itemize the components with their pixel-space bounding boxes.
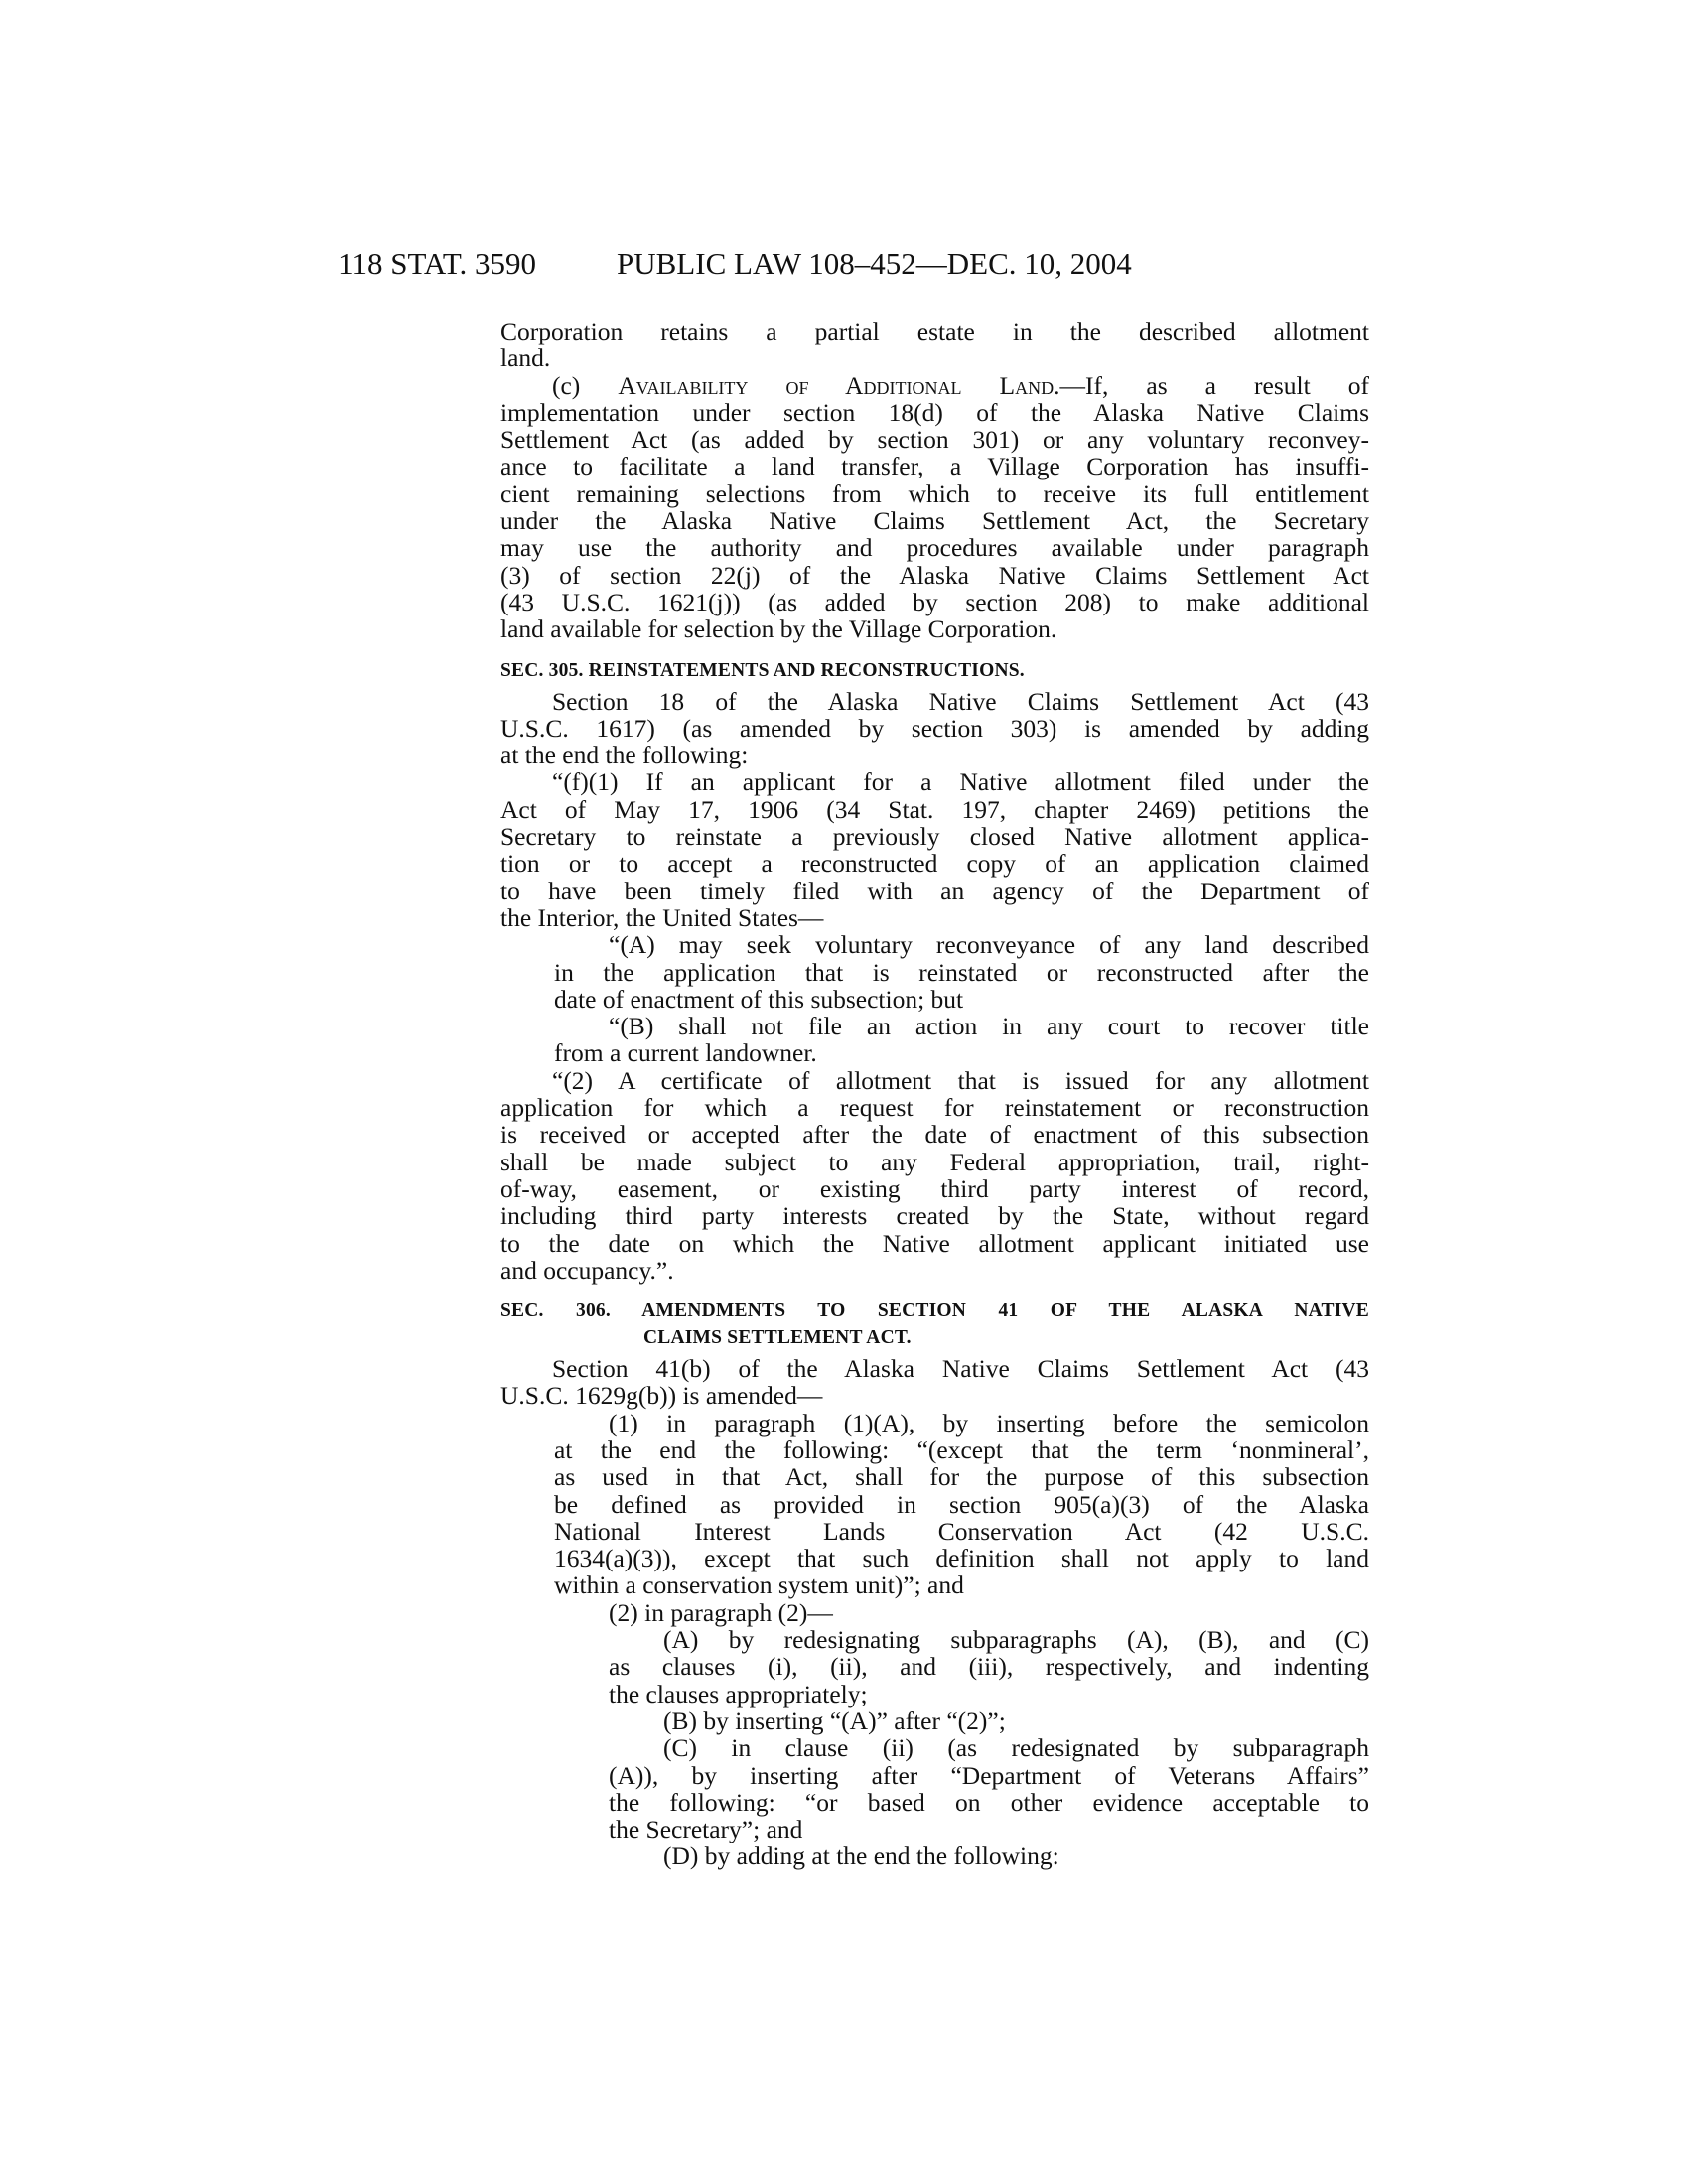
text-line: application for which a request for reinstatement or reconstruction bbox=[500, 1093, 1369, 1123]
text-segment: (c) bbox=[552, 370, 619, 400]
text-segment: .—If, as a result of bbox=[1054, 370, 1369, 400]
paragraph bbox=[500, 931, 1369, 1013]
text-line: to the date on which the Native allotment applicant initiated use bbox=[500, 1228, 1369, 1258]
text-line: from a current landowner. bbox=[554, 1038, 817, 1068]
text-line: (B) by inserting “(A)” after “(2)”; bbox=[663, 1706, 1006, 1735]
paragraph bbox=[500, 768, 1369, 931]
text-line: Section 41(b) of the Alaska Native Claims Settlement Act (43 bbox=[552, 1354, 1369, 1384]
text-line: shall be made subject to any Federal appropriation, trail, right- bbox=[500, 1147, 1369, 1176]
text-line: CLAIMS SETTLEMENT ACT. bbox=[643, 1327, 912, 1349]
paragraph bbox=[500, 1067, 1369, 1284]
text-line: including third party interests created by the State, without regard bbox=[500, 1201, 1369, 1231]
text-line: as used in that Act, shall for the purpose of this subsection bbox=[554, 1462, 1369, 1492]
text-line bbox=[552, 372, 1369, 399]
paragraph bbox=[500, 1843, 1369, 1869]
text-line: (A)), by inserting after “Department of Veterans Affairs” bbox=[609, 1760, 1369, 1790]
text-line: 1634(a)(3)), except that such definition shall not apply to land bbox=[554, 1544, 1369, 1573]
text-line: the Interior, the United States— bbox=[500, 902, 824, 932]
text-line: Secretary to reinstate a previously closed Native allotment applica- bbox=[500, 822, 1369, 852]
paragraph bbox=[500, 1626, 1369, 1707]
section-heading bbox=[500, 1297, 1369, 1351]
text-line: U.S.C. 1629g(b)) is amended— bbox=[500, 1381, 823, 1411]
text-line: U.S.C. 1617) (as amended by section 303) is amended by adding bbox=[500, 713, 1369, 743]
paragraph bbox=[500, 1707, 1369, 1734]
text-line: (A) by redesignating subparagraphs (A), (B), and (C) bbox=[663, 1625, 1369, 1655]
section-heading bbox=[500, 657, 1369, 684]
paragraph bbox=[500, 1355, 1369, 1410]
text-line: to have been timely filed with an agency of the Department of bbox=[500, 876, 1369, 905]
text-line: (C) in clause (ii) (as redesignated by subparagraph bbox=[663, 1733, 1369, 1763]
text-line: in the application that is reinstated or reconstructed after the bbox=[554, 957, 1369, 987]
text-line: the clauses appropriately; bbox=[609, 1679, 868, 1708]
text-line: (1) in paragraph (1)(A), by inserting before the semicolon bbox=[609, 1408, 1369, 1437]
text-line: the Secretary”; and bbox=[609, 1815, 803, 1844]
paragraph bbox=[500, 1599, 1369, 1626]
text-line: date of enactment of this subsection; but bbox=[554, 984, 964, 1014]
section-subheading: Availability of Additional Land bbox=[618, 370, 1055, 400]
text-line: “(f)(1) If an applicant for a Native allotment filed under the bbox=[552, 767, 1369, 797]
text-line: implementation under section 18(d) of the Alaska Native Claims bbox=[500, 397, 1369, 427]
text-line: under the Alaska Native Claims Settlement Act, the Secretary bbox=[500, 506, 1369, 536]
text-line: (3) of section 22(j) of the Alaska Native Claims Settlement Act bbox=[500, 560, 1369, 590]
text-line: within a conservation system unit)”; and bbox=[554, 1570, 964, 1600]
text-line: Corporation retains a partial estate in the described allotment bbox=[500, 317, 1369, 345]
paragraph bbox=[500, 372, 1369, 643]
text-line: is received or accepted after the date of enactment of this subsection bbox=[500, 1120, 1369, 1150]
text-line: as clauses (i), (ii), and (iii), respectively, and indenting bbox=[609, 1652, 1369, 1682]
text-line: Act of May 17, 1906 (34 Stat. 197, chapter 2469) petitions the bbox=[500, 794, 1369, 824]
page-statute-number: 118 STAT. 3590 bbox=[338, 246, 536, 281]
text-line: “(A) may seek voluntary reconveyance of any land described bbox=[609, 930, 1369, 960]
text-line: (D) by adding at the end the following: bbox=[663, 1842, 1059, 1871]
text-line: and occupancy.”. bbox=[500, 1255, 674, 1285]
text-line: Settlement Act (as added by section 301) or any voluntary reconvey- bbox=[500, 425, 1369, 455]
text-line: Section 18 of the Alaska Native Claims Settlement Act (43 bbox=[552, 686, 1369, 716]
text-line: (2) in paragraph (2)— bbox=[609, 1597, 833, 1627]
text-line: SEC. 306. AMENDMENTS TO SECTION 41 OF THE ALASKA NATIVE bbox=[500, 1300, 1369, 1322]
text-line: land. bbox=[500, 343, 551, 373]
text-line: (43 U.S.C. 1621(j)) (as added by section 208) to make additional bbox=[500, 587, 1369, 616]
text-line: at the end the following: bbox=[500, 741, 749, 770]
paragraph bbox=[500, 1410, 1369, 1599]
text-line: at the end the following: “(except that the term ‘nonmineral’, bbox=[554, 1434, 1369, 1464]
running-header bbox=[0, 246, 1688, 286]
text-line: land available for selection by the Village Corporation. bbox=[500, 614, 1057, 644]
text-line: National Interest Lands Conservation Act (42 U.S.C. bbox=[554, 1516, 1369, 1546]
text-line: SEC. 305. REINSTATEMENTS AND RECONSTRUCTIONS. bbox=[500, 659, 1025, 681]
text-line: tion or to accept a reconstructed copy of an application claimed bbox=[500, 849, 1369, 879]
text-line: may use the authority and procedures available under paragraph bbox=[500, 533, 1369, 563]
text-line: cient remaining selections from which to receive its full entitlement bbox=[500, 478, 1369, 508]
text-line: the following: “or based on other evidence acceptable to bbox=[609, 1787, 1369, 1817]
text-line: “(B) shall not file an action in any court to recover title bbox=[609, 1012, 1369, 1041]
paragraph bbox=[500, 1013, 1369, 1067]
paragraph bbox=[500, 318, 1369, 372]
text-line: be defined as provided in section 905(a)(3) of the Alaska bbox=[554, 1489, 1369, 1519]
text-line: “(2) A certificate of allotment that is issued for any allotment bbox=[552, 1065, 1369, 1095]
running-title: PUBLIC LAW 108–452—DEC. 10, 2004 bbox=[617, 246, 1132, 281]
text-line: ance to facilitate a land transfer, a Village Corporation has insuffi- bbox=[500, 452, 1369, 481]
paragraph bbox=[500, 1734, 1369, 1843]
paragraph bbox=[500, 688, 1369, 769]
text-line: of-way, easement, or existing third party interest of record, bbox=[500, 1173, 1369, 1203]
document-body bbox=[500, 318, 1369, 1870]
